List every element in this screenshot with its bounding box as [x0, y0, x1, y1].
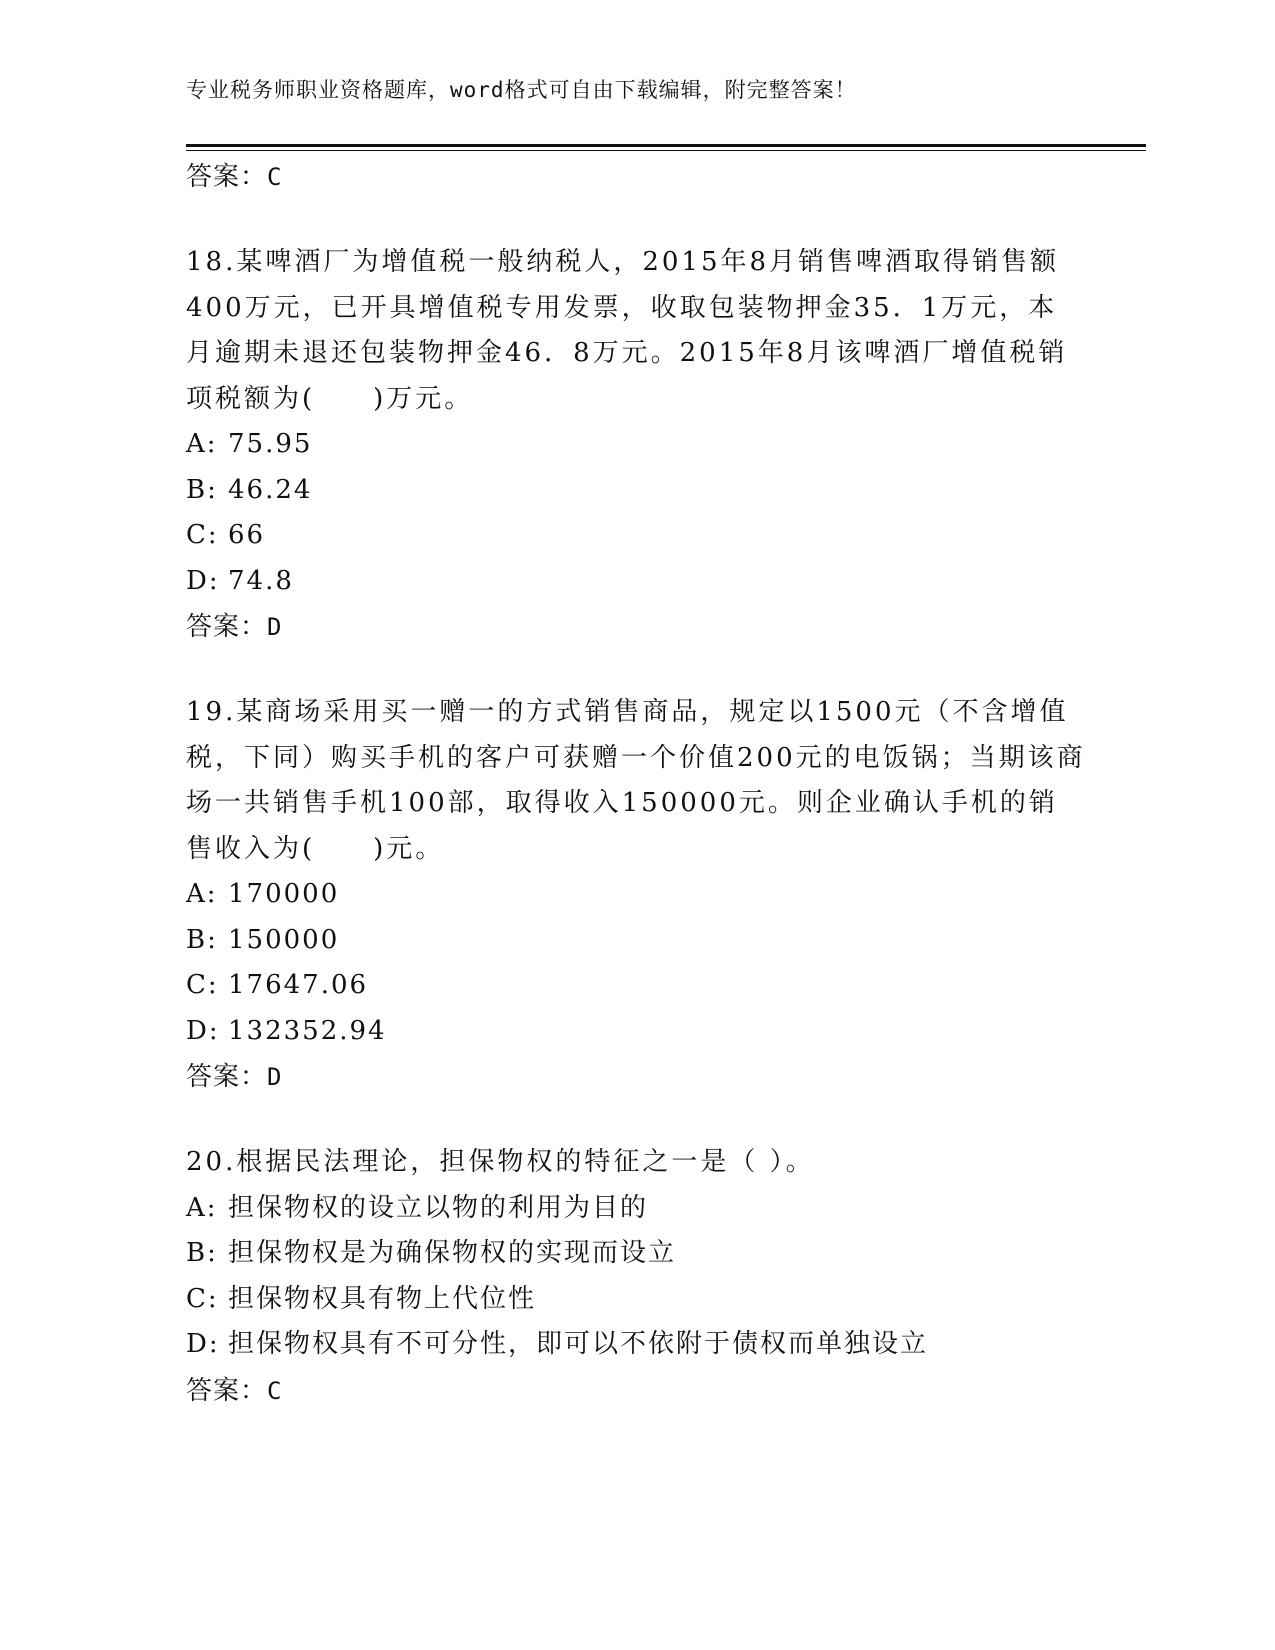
header-divider-thin — [186, 150, 1146, 151]
option-text: 担保物权是为确保物权的实现而设立 — [228, 1238, 677, 1268]
option-text: 170000 — [228, 879, 340, 909]
option-letter: B: — [186, 1238, 218, 1268]
question-19 — [186, 690, 1086, 1100]
option-letter: B: — [186, 474, 218, 505]
option-letter: A: — [186, 879, 218, 909]
answer-value: C — [267, 1376, 283, 1405]
answer-value: D — [267, 613, 283, 641]
option-letter: B: — [186, 924, 218, 955]
option-letter: D: — [186, 565, 220, 596]
answer-label: 答案： — [186, 1375, 268, 1406]
option-text: 担保物权具有物上代位性 — [228, 1283, 537, 1314]
option-letter: C: — [186, 1283, 219, 1314]
answer-line — [186, 1368, 1086, 1414]
option-text: 132352.94 — [228, 1015, 387, 1046]
option-text: 17647.06 — [228, 970, 369, 1000]
option-c — [186, 513, 1086, 559]
answer-label: 答案： — [186, 162, 268, 192]
question-20 — [186, 1140, 1086, 1414]
document-body — [186, 154, 1086, 1414]
option-d — [186, 1009, 1086, 1055]
option-letter: A: — [186, 1192, 218, 1223]
option-a — [186, 422, 1086, 468]
question-text: 20.根据民法理论，担保物权的特征之一是（ ）。 — [186, 1147, 815, 1177]
option-c — [186, 1277, 1086, 1323]
option-text: 150000 — [228, 924, 340, 955]
question-18 — [186, 240, 1086, 650]
answer-line — [186, 604, 1086, 650]
option-text: 担保物权具有不可分性，即可以不依附于债权而单独设立 — [228, 1329, 929, 1359]
answer-line — [186, 1054, 1086, 1100]
answer-value: C — [267, 163, 283, 191]
option-b — [186, 918, 1086, 964]
option-text: 66 — [228, 520, 266, 550]
option-letter: D: — [186, 1015, 220, 1046]
option-d — [186, 559, 1086, 605]
question-text: 18.某啤酒厂为增值税一般纳税人，2015年8月销售啤酒取得销售额400万元，已开具增值税专用发票，收取包装物押金35．1万元，本月逾期未退还包装物押金46．8万元。2015年8月该啤酒厂增值税销项税额为( )万元。 — [186, 247, 1068, 414]
option-text: 46.24 — [228, 474, 313, 505]
answer-label: 答案： — [186, 1062, 268, 1092]
option-letter: A: — [186, 429, 218, 459]
option-d — [186, 1322, 1086, 1368]
option-a — [186, 872, 1086, 918]
page-header: 专业税务师职业资格题库，word格式可自由下载编辑，附完整答案！ — [186, 78, 857, 102]
option-letter: C: — [186, 520, 219, 550]
answer-label: 答案： — [186, 612, 268, 642]
header-divider-thick — [186, 144, 1146, 147]
option-a — [186, 1186, 1086, 1232]
answer-line — [186, 154, 1086, 200]
option-text: 担保物权的设立以物的利用为目的 — [228, 1192, 649, 1223]
answer-value: D — [267, 1063, 283, 1091]
option-letter: C: — [186, 970, 219, 1000]
option-text: 75.95 — [228, 429, 313, 459]
option-b — [186, 1231, 1086, 1277]
option-b — [186, 468, 1086, 514]
option-letter: D: — [186, 1329, 220, 1359]
option-c — [186, 963, 1086, 1009]
option-text: 74.8 — [228, 565, 294, 596]
question-text: 19.某商场采用买一赠一的方式销售商品，规定以1500元（不含增值税，下同）购买手机的客户可获赠一个价值200元的电饭锅；当期该商场一共销售手机100部，取得收入150000元。则企业确认手机的销售收入为( )元。 — [186, 697, 1086, 864]
